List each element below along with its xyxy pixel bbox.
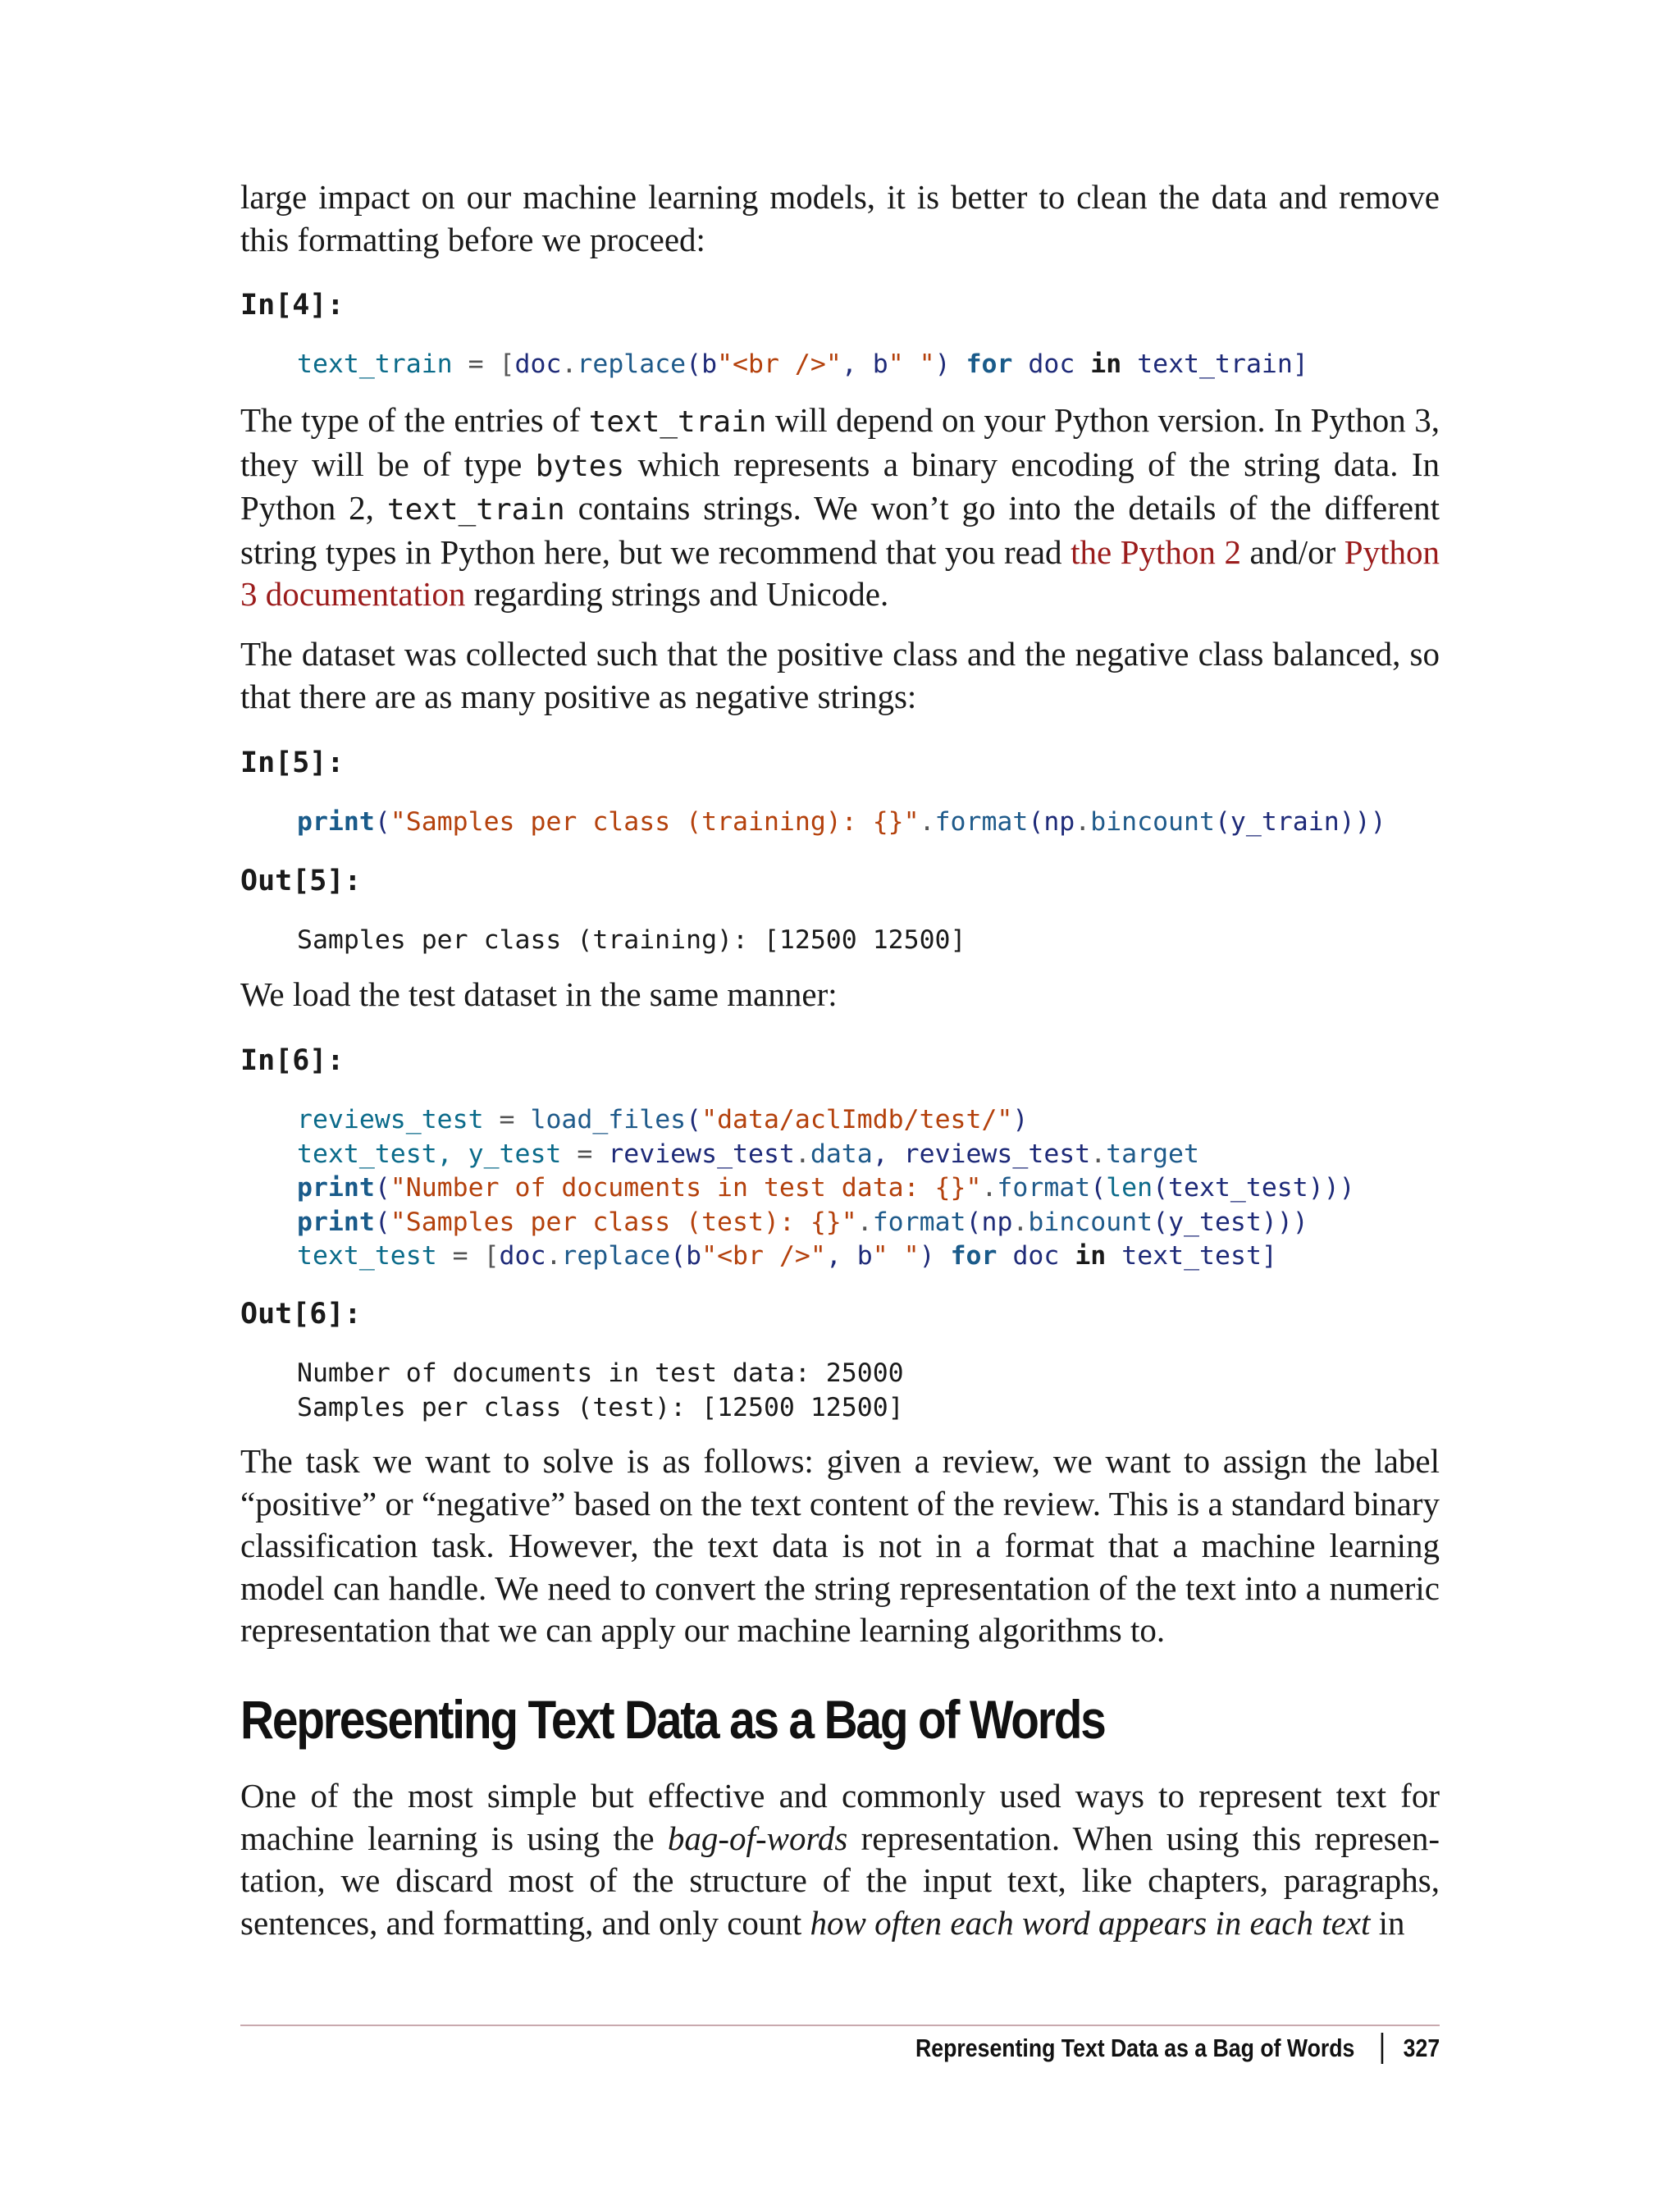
paragraph-load-test: We load the test dataset in the same manner:	[240, 975, 838, 1013]
code-token: .	[981, 1173, 998, 1203]
code-token: replace	[577, 349, 687, 379]
code-token: text_test, y_test	[297, 1139, 562, 1169]
code-token: "data/aclImdb/test/"	[701, 1105, 1013, 1134]
code-token: .	[794, 1139, 810, 1169]
prompt-in-6: In[6]:	[240, 1044, 345, 1077]
emphasis-phrase: how often each word appears in each text	[810, 1903, 1371, 1942]
code-token: doc	[514, 349, 562, 379]
code-token: ]	[1261, 1241, 1277, 1271]
code-token: (	[374, 1207, 390, 1237]
code-token: load_files	[530, 1105, 687, 1134]
code-token: for	[950, 1241, 998, 1271]
code-token: in	[1090, 349, 1122, 379]
code-token: " "	[872, 1241, 920, 1271]
output-cell-out-6	[240, 1357, 904, 1425]
output-line: Samples per class (training): [12500 12500]	[297, 925, 966, 955]
code-cell-in-6	[240, 1103, 1355, 1274]
code-token: "<br />"	[701, 1241, 826, 1271]
text-run: and/or	[1240, 532, 1344, 571]
paragraph-bag-of-words	[240, 1775, 1440, 1944]
output-line: Number of documents in test data: 25000	[297, 1358, 904, 1388]
inline-code: text_train	[386, 493, 565, 527]
prompt-out-5: Out[5]:	[240, 865, 362, 897]
text-run: which represents a binary encoding of the string data. In Python 2,	[240, 445, 1440, 527]
paragraph-intro: large impact on our machine learning models, it is better to clean the data and remove this formatting before we proceed:	[240, 178, 1440, 258]
code-token: (np	[966, 1207, 1013, 1237]
page-number: 327	[1403, 2034, 1440, 2062]
code-token: .	[856, 1207, 873, 1237]
code-token: doc	[1012, 349, 1091, 379]
code-token: data	[810, 1139, 873, 1169]
code-token: doc	[499, 1241, 546, 1271]
code-line	[297, 1206, 1355, 1240]
code-token: )	[934, 349, 966, 379]
prompt-in-4: In[4]:	[240, 289, 345, 322]
paragraph-text-train-types	[240, 399, 1440, 616]
code-token: reviews_test	[608, 1139, 795, 1169]
code-token: .	[1090, 1139, 1107, 1169]
code-token: format	[934, 807, 1029, 837]
inline-code: bytes	[535, 449, 625, 483]
code-token: .	[1012, 1207, 1029, 1237]
paragraph-dataset-balanced: The dataset was collected such that the positive class and the negative class balanced, so that there are as many positive as negative strings:	[240, 635, 1440, 715]
code-token: )	[1012, 1105, 1029, 1134]
prompt-out-6: Out[6]:	[240, 1298, 362, 1331]
text-run: will depend on your Python version. In Python 3, they will be of type	[240, 401, 1440, 483]
code-token: .	[1075, 807, 1091, 837]
code-token: .	[546, 1241, 562, 1271]
code-token: (np	[1028, 807, 1075, 837]
code-token: print	[297, 1173, 375, 1203]
text-run: representation. When using this representation, we discard most of the structure of the input text, like chapters, paragraphs, sentences, and formatting, and only count	[240, 1819, 1440, 1942]
footer-divider	[240, 2025, 1440, 2026]
code-line	[297, 1138, 1355, 1172]
code-token: reviews_test	[297, 1105, 484, 1134]
running-footer	[915, 2033, 1440, 2064]
code-token: (y_test)))	[1153, 1207, 1308, 1237]
code-token: "<br />"	[717, 349, 842, 379]
code-token: )	[919, 1241, 951, 1271]
code-token: target	[1106, 1139, 1199, 1169]
code-token: =	[483, 1105, 531, 1134]
code-token: , b	[841, 349, 888, 379]
code-token: ]	[1292, 349, 1308, 379]
text-run: One of the most simple but effective and commonly used ways to represent text for machine learning is using the	[240, 1777, 1440, 1857]
code-token: (y_train)))	[1214, 807, 1386, 837]
code-token: bincount	[1028, 1207, 1153, 1237]
code-token: text_train	[1121, 349, 1293, 379]
footer-title: Representing Text Data as a Bag of Words	[915, 2034, 1355, 2062]
code-token: "Samples per class (training): {}"	[390, 807, 920, 837]
code-token: (b	[670, 1241, 702, 1271]
code-cell-in-4	[240, 348, 1308, 382]
paragraph-task-description: The task we want to solve is as follows: given a review, we want to assign the label “positive” or “negative” based on the text content of the review. This is a standard binary classification task. However, the text data is not in a format that a machine learning model can handle. We need to convert the string representation of the text into a numeric representation that we can apply our machine learning algorithms to.	[240, 1442, 1440, 1649]
emphasis-term: bag-of-words	[667, 1819, 848, 1857]
code-token: doc	[997, 1241, 1075, 1271]
text-run: contains strings. We won’t go into the details of the different string types in Python here, but we recommend that you read	[240, 489, 1440, 571]
footer-separator	[1381, 2033, 1384, 2064]
code-token: = [	[436, 1241, 500, 1271]
code-token: (b	[686, 349, 718, 379]
output-cell-out-5	[240, 924, 966, 958]
code-token: .	[919, 807, 935, 837]
code-token: text_test	[297, 1241, 437, 1271]
output-line: Samples per class (test): [12500 12500]	[297, 1392, 904, 1422]
text-run: in	[1370, 1903, 1405, 1942]
code-token: (	[374, 1173, 390, 1203]
code-token: , b	[825, 1241, 873, 1271]
code-token: (text_test)))	[1153, 1173, 1355, 1203]
code-line	[297, 1171, 1355, 1206]
code-token: format	[997, 1173, 1091, 1203]
code-token: text_train	[297, 349, 453, 379]
code-token: = [	[452, 349, 515, 379]
code-token: bincount	[1090, 807, 1215, 837]
code-token: replace	[561, 1241, 671, 1271]
code-token: format	[872, 1207, 966, 1237]
code-token: print	[297, 1207, 375, 1237]
inline-code: text_train	[588, 405, 767, 439]
code-token: for	[966, 349, 1013, 379]
code-line	[297, 1239, 1355, 1274]
code-token: len	[1106, 1173, 1153, 1203]
code-token: text_test	[1106, 1241, 1262, 1271]
code-token: .	[561, 349, 578, 379]
code-token: "Samples per class (test): {}"	[390, 1207, 857, 1237]
text-run: regarding strings and Unicode.	[465, 575, 889, 613]
code-token: " "	[888, 349, 935, 379]
code-line	[297, 1103, 1355, 1138]
text-run: The type of the entries of	[240, 401, 589, 439]
section-heading: Representing Text Data as a Bag of Words	[240, 1689, 1105, 1750]
code-token: (	[374, 807, 390, 837]
code-token: (	[686, 1105, 702, 1134]
code-cell-in-5	[240, 806, 1386, 840]
code-token: "Number of documents in test data: {}"	[390, 1173, 982, 1203]
code-token: =	[561, 1139, 609, 1169]
code-token: (	[1090, 1173, 1107, 1203]
code-token: , reviews_test	[872, 1139, 1091, 1169]
link-python2-docs[interactable]: the Python 2	[1071, 532, 1241, 571]
code-token: print	[297, 807, 375, 837]
prompt-in-5: In[5]:	[240, 746, 345, 779]
code-token: in	[1075, 1241, 1107, 1271]
link-python3-docs[interactable]: Python 3 documentation	[240, 532, 1440, 613]
